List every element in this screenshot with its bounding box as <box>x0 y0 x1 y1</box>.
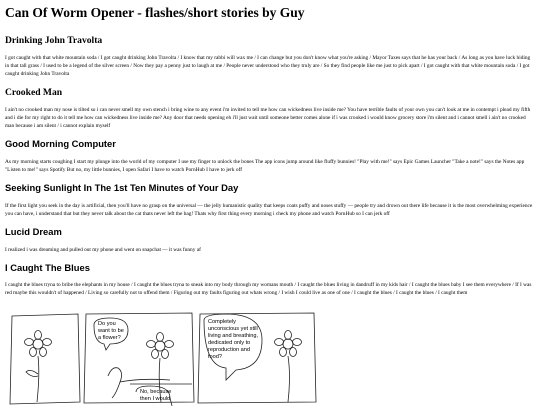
story-body: I ain't no crooked man my nose is tilted so i can never smell my own stench i bring wine to any event i'm invited to tell me how can wickedness live inside me? You have terrible faults of your own you can't look at me in contempt i plead my fifth and i die for my right to do it tell me how can wickedness live inside me? Any door that needs opening eh i'll just wait until someone better comes alone if i was crooked i would know grocery store i'm silent and i cannot smell i ain't no crooked man because i am silent / i cannot explain myself <box>5 106 531 129</box>
comic-panel-1 <box>10 314 80 404</box>
figure-sketch <box>108 368 122 398</box>
story-title-good-morning-computer: Good Morning Computer <box>5 138 116 149</box>
story-body: As my morning starts coughing I start my plunge into the world of my computer I use my finger to unlock the bones The app icons jump around like fluffy bunnies! "Play with me!" says Epic Games Launcher "Take a note!" says the Notes app "Listen to me!" says Spotify But no, my little bunnies, I open Safari I have to watch PornHub I have to jerk off <box>5 158 525 173</box>
comic-drawing <box>0 306 540 406</box>
story-title-lucid-dream: Lucid Dream <box>5 225 62 237</box>
speech-bubble-3-text: No, because then I would <box>140 389 172 403</box>
story-title-drinking-john-travolta: Drinking John Travolta <box>5 34 103 46</box>
story-title-i-caught-the-blues: I Caught The Blues <box>5 261 90 273</box>
page-title: Can Of Worm Opener - flashes/short stories by Guy <box>5 5 305 20</box>
panel-edge <box>120 380 170 383</box>
comic-strip <box>0 306 540 406</box>
story-body: I got caught with that white mountain soda / I got caught drinking John Travolta / I know that my rabbi will wax me / I can change but you don't know what you're asking / Mayor Taxes says that he has your back / As long as you have luck hiding in that tall grass / I used to be a legend of the silver screen / Now they pay a penny just to laugh at me / People never understood who they truly are / So they find people like me just to pick apart / I got caught with that white mountain soda / I got caught drinking John Travolta <box>5 54 531 77</box>
speech-bubble-1-text: Do you want to be a flower? <box>98 321 124 342</box>
story-title-crooked-man: Crooked Man <box>5 86 63 98</box>
story-title-seeking-sunlight: Seeking Sunlight In The 1st Ten Minutes of Your Day <box>5 181 239 193</box>
story-body: If the first light you seek in the day is artificial, then you'll have no grasp on the universal — the jelly humanistic quality that keeps coats puffy and noses stuffy — people try and drown out there life because it is the most overwhelming experience you can have, i understand that but they never talk about the cat thats never left the bag! Thats why first thing every morning i check my phone and watch PornHub so I can jerk off <box>5 202 533 217</box>
story-body: I realized i was dreaming and pulled out my phone and went on snapchat — it was funny af <box>5 246 201 253</box>
speech-bubble-2-text: Completely unconscious yet still living and breathing, dedicated only to reproduction and food? <box>208 319 259 361</box>
flower-icon <box>25 331 52 403</box>
flower-icon <box>275 331 302 403</box>
story-body: I caught the blues tryna to bribe the elephants in my house / I caught the blues tryna to sneak into my body through my womans mouth / I caught the blues living in dandruff in my kids hair / I caught the blues baby I see them everywhere / If I was red maybe this wouldn't of happened / Living so carefully not to offend them / Figuring out my faults figuring out whats wrong / I wish I could live as one of one / I caught the blues / I caught the blues / I caught them <box>5 282 532 297</box>
